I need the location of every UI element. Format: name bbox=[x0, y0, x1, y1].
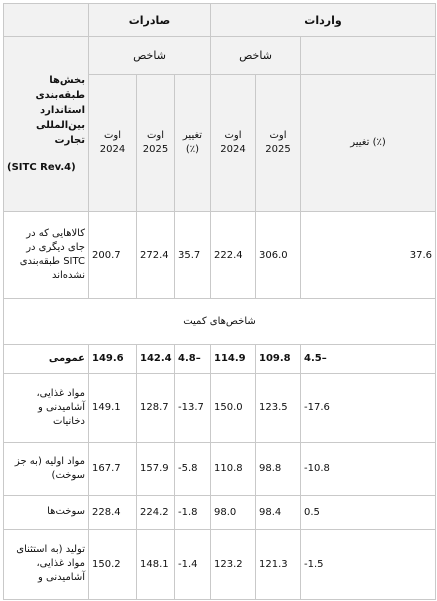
trade-index-table bbox=[3, 3, 436, 600]
table-row-raw-materials bbox=[4, 442, 436, 495]
table-row-manufacturing bbox=[4, 529, 436, 599]
exp-change-header: تغییر (٪) bbox=[175, 75, 211, 212]
sitc-label: بخش‌ها طبقه‌بندی استاندارد بین‌المللی تجارت bbox=[35, 75, 85, 147]
imp-2024-value: 123.2 bbox=[211, 529, 256, 599]
exp-change-value: 4.8– bbox=[175, 344, 211, 373]
imp-change-value: -1.5 bbox=[301, 529, 436, 599]
exp-2025-value: 128.7 bbox=[137, 373, 175, 442]
imp-2024-value: 98.0 bbox=[211, 495, 256, 529]
exp-2024-value: 228.4 bbox=[89, 495, 137, 529]
imp-2025-value: 109.8 bbox=[256, 344, 301, 373]
exp-2025-value: 272.4 bbox=[137, 212, 175, 299]
exp-2024-value: 200.7 bbox=[89, 212, 137, 299]
header-corner-cell bbox=[4, 4, 89, 37]
row-label: کالاهایی که در جای دیگری در SITC طبقه‌بندی نشده‌اند bbox=[4, 212, 89, 299]
sitc-header-cell bbox=[4, 37, 89, 212]
section-title: شاخص‌های کمیت bbox=[4, 299, 436, 344]
imp-change-value: 37.6 bbox=[301, 212, 436, 299]
sitc-code: (SITC Rev.4) bbox=[7, 162, 76, 174]
header-row-groups bbox=[4, 4, 436, 37]
row-label: تولید (به استثنای مواد غذایی، آشامیدنی و bbox=[4, 529, 89, 599]
imp-change-value: -10.8 bbox=[301, 442, 436, 495]
table-row-food bbox=[4, 373, 436, 442]
imp-2024-value: 114.9 bbox=[211, 344, 256, 373]
row-label: سوخت‌ها bbox=[4, 495, 89, 529]
row-label: عمومی bbox=[4, 344, 89, 373]
imp-2024-value: 222.4 bbox=[211, 212, 256, 299]
imp-change-value: 4.5– bbox=[301, 344, 436, 373]
imp-2025-value: 306.0 bbox=[256, 212, 301, 299]
exp-change-value: 35.7 bbox=[175, 212, 211, 299]
exports-header: صادرات bbox=[89, 4, 211, 37]
exp-2025-value: 157.9 bbox=[137, 442, 175, 495]
section-row bbox=[4, 299, 436, 344]
imp-2025-value: 98.4 bbox=[256, 495, 301, 529]
imp-2025-value: 98.8 bbox=[256, 442, 301, 495]
exp-2024-value: 167.7 bbox=[89, 442, 137, 495]
imports-header: واردات bbox=[211, 4, 436, 37]
exp-2025-value: 224.2 bbox=[137, 495, 175, 529]
exp-change-value: -1.8 bbox=[175, 495, 211, 529]
row-label: مواد اولیه (به جز سوخت) bbox=[4, 442, 89, 495]
imports-index-empty bbox=[301, 37, 436, 75]
imp-change-header: تغییر (٪) bbox=[301, 75, 436, 212]
table-row-fuels bbox=[4, 495, 436, 529]
imp-aug2024-header: اوت 2024 bbox=[211, 75, 256, 212]
exp-aug2025-header: اوت 2025 bbox=[137, 75, 175, 212]
exp-2025-value: 148.1 bbox=[137, 529, 175, 599]
exp-change-value: -5.8 bbox=[175, 442, 211, 495]
exp-2025-value: 142.4 bbox=[137, 344, 175, 373]
exp-change-value: -1.4 bbox=[175, 529, 211, 599]
header-row-index bbox=[4, 37, 436, 75]
row-label: مواد غذایی، آشامیدنی و دخانیات bbox=[4, 373, 89, 442]
exp-aug2024-header: اوت 2024 bbox=[89, 75, 137, 212]
exp-change-value: -13.7 bbox=[175, 373, 211, 442]
exp-2024-value: 150.2 bbox=[89, 529, 137, 599]
imp-change-value: -17.6 bbox=[301, 373, 436, 442]
table-row-unclassified bbox=[4, 212, 436, 299]
exp-2024-value: 149.1 bbox=[89, 373, 137, 442]
exp-2024-value: 149.6 bbox=[89, 344, 137, 373]
imp-2025-value: 121.3 bbox=[256, 529, 301, 599]
imp-2025-value: 123.5 bbox=[256, 373, 301, 442]
table-row-general bbox=[4, 344, 436, 373]
imp-2024-value: 150.0 bbox=[211, 373, 256, 442]
exports-index-label: شاخص bbox=[89, 37, 211, 75]
imp-change-value: 0.5 bbox=[301, 495, 436, 529]
imports-index-label: شاخص bbox=[211, 37, 301, 75]
imp-2024-value: 110.8 bbox=[211, 442, 256, 495]
imp-aug2025-header: اوت 2025 bbox=[256, 75, 301, 212]
